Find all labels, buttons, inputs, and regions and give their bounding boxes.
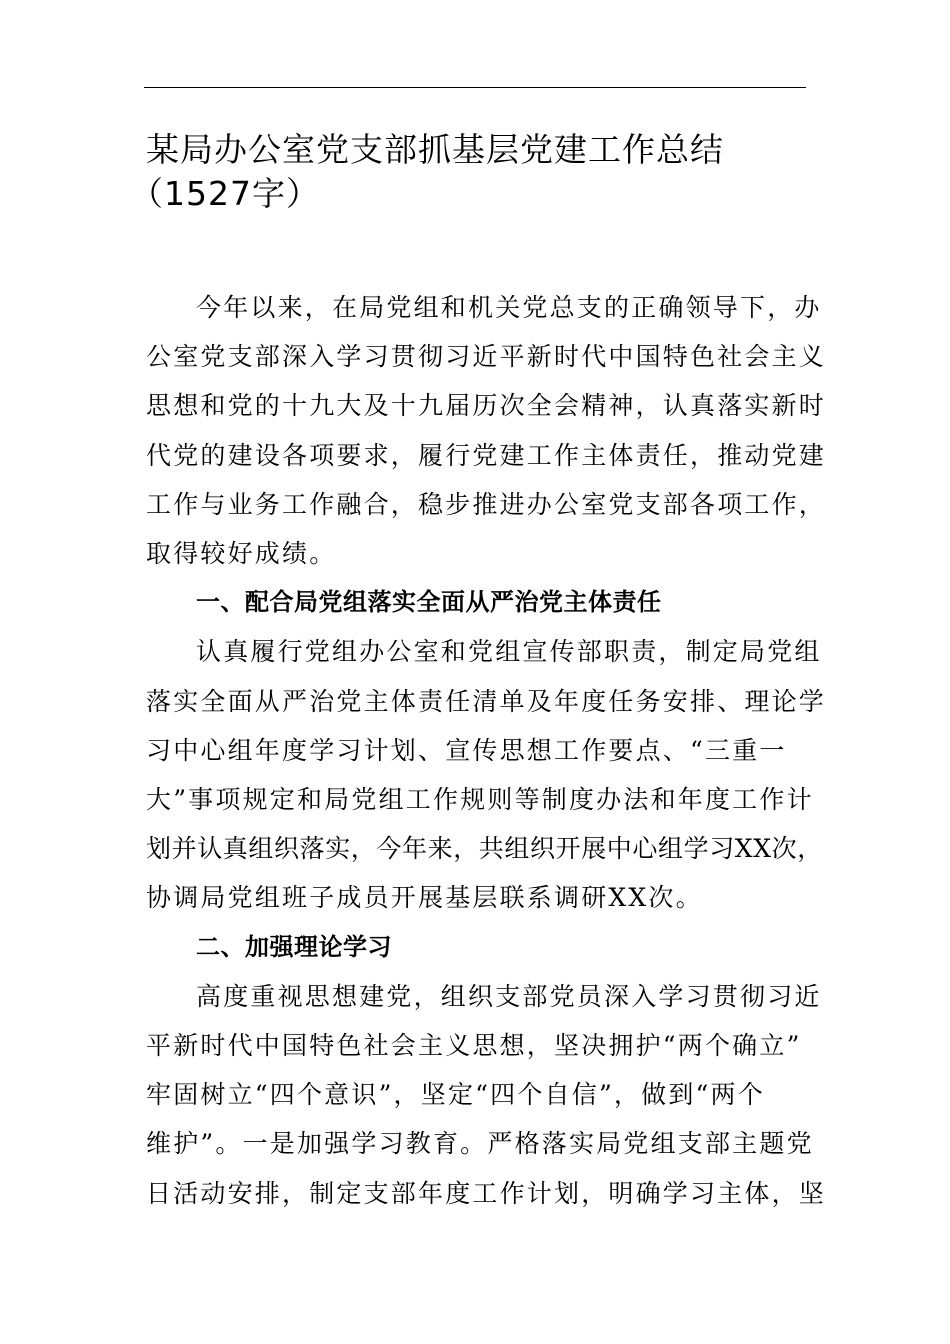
document-body	[146, 283, 826, 1218]
intro-paragraph	[146, 283, 826, 578]
paragraph-line: 日活动安排，制定支部年度工作计划，明确学习主体，坚	[146, 1178, 827, 1208]
paragraph-line: 取得较好成绩。	[146, 539, 337, 569]
paragraph-line: 落实全面从严治党主体责任清单及年度任务安排、理论学	[146, 686, 827, 716]
paragraph-line: 思想和党的十九大及十九届历次全会精神，认真落实新时	[146, 391, 827, 421]
section-heading-1: 一、配合局党组落实全面从严治党主体责任	[196, 588, 662, 617]
section-heading-2: 二、加强理论学习	[196, 932, 392, 961]
paragraph-line: 维护”。一是加强学习教育。严格落实局党组支部主题党	[146, 1129, 814, 1159]
title-line: 某局办公室党支部抓基层党建工作总结	[146, 130, 724, 169]
paragraph-line: 牢固树立“四个意识”，坚定“四个自信”，做到“两个	[146, 1080, 765, 1110]
title-word-count: （1527字）	[130, 174, 320, 213]
paragraph-line: 认真履行党组办公室和党组宣传部职责，制定局党组	[196, 637, 822, 667]
paragraph-line: 协调局党组班子成员开展基层联系调研XX次。	[146, 883, 703, 913]
paragraph-line: 大”事项规定和局党组工作规则等制度办法和年度工作计	[146, 785, 814, 815]
paragraph-line: 公室党支部深入学习贯彻习近平新时代中国特色社会主义	[146, 342, 827, 372]
paragraph-line: 代党的建设各项要求，履行党建工作主体责任，推动党建	[146, 440, 827, 470]
document-title	[130, 128, 826, 216]
paragraph-line: 划并认真组织落实，今年来，共组织开展中心组学习XX次，	[146, 834, 823, 864]
section-2-paragraph	[146, 972, 826, 1218]
paragraph-line: 平新时代中国特色社会主义思想，坚决拥护“两个确立”	[146, 1031, 802, 1061]
header-rule	[144, 87, 806, 88]
paragraph-line: 高度重视思想建党，组织支部党员深入学习贯彻习近	[196, 981, 822, 1011]
paragraph-line: 习中心组年度学习计划、宣传思想工作要点、“三重一	[146, 735, 787, 765]
paragraph-line: 今年以来，在局党组和机关党总支的正确领导下，办	[196, 293, 822, 322]
section-1-paragraph	[146, 627, 826, 922]
paragraph-line: 工作与业务工作融合，稳步推进办公室党支部各项工作，	[146, 489, 827, 519]
